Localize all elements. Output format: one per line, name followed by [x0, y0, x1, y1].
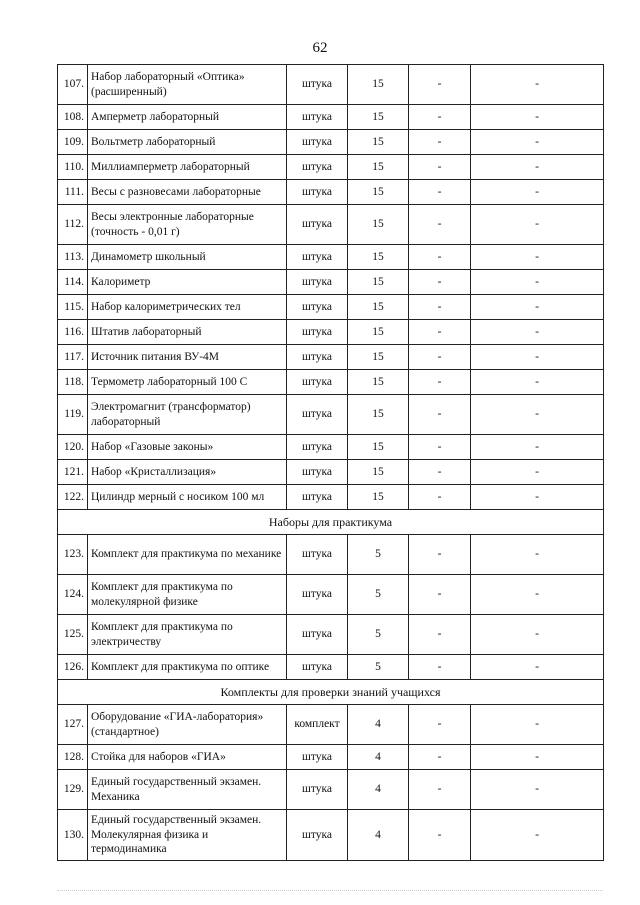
- item-unit: штука: [287, 130, 348, 155]
- item-name: Набор калориметрических тел: [88, 295, 287, 320]
- item-name: Комплект для практикума по электричеству: [88, 615, 287, 655]
- row-number: 108.: [58, 105, 88, 130]
- item-unit: штука: [287, 435, 348, 460]
- item-quantity: 5: [348, 615, 409, 655]
- dash-cell: -: [409, 770, 471, 810]
- table-row: [58, 370, 604, 395]
- dash-cell: -: [409, 320, 471, 345]
- table-row: [58, 345, 604, 370]
- dash-cell: -: [471, 615, 604, 655]
- dash-cell: -: [409, 485, 471, 510]
- item-name: Комплект для практикума по молекулярной физике: [88, 575, 287, 615]
- row-number: 125.: [58, 615, 88, 655]
- item-unit: штука: [287, 345, 348, 370]
- table-row: [58, 205, 604, 245]
- item-quantity: 4: [348, 705, 409, 745]
- table-row: [58, 705, 604, 745]
- dash-cell: -: [471, 370, 604, 395]
- item-name: Единый государственный экзамен. Механика: [88, 770, 287, 810]
- item-name: Комплект для практикума по оптике: [88, 655, 287, 680]
- item-name: Цилиндр мерный с носиком 100 мл: [88, 485, 287, 510]
- dash-cell: -: [471, 745, 604, 770]
- dash-cell: -: [471, 130, 604, 155]
- item-name: Амперметр лабораторный: [88, 105, 287, 130]
- table-row: [58, 180, 604, 205]
- item-unit: штука: [287, 155, 348, 180]
- row-number: 130.: [58, 810, 88, 861]
- item-name: Стойка для наборов «ГИА»: [88, 745, 287, 770]
- row-number: 116.: [58, 320, 88, 345]
- row-number: 126.: [58, 655, 88, 680]
- dash-cell: -: [471, 810, 604, 861]
- item-unit: штука: [287, 535, 348, 575]
- item-quantity: 5: [348, 535, 409, 575]
- item-unit: штука: [287, 270, 348, 295]
- item-unit: штука: [287, 180, 348, 205]
- item-quantity: 15: [348, 270, 409, 295]
- row-number: 123.: [58, 535, 88, 575]
- row-number: 117.: [58, 345, 88, 370]
- item-quantity: 15: [348, 65, 409, 105]
- table-row: [58, 270, 604, 295]
- table-row: [58, 395, 604, 435]
- table-row: [58, 435, 604, 460]
- row-number: 111.: [58, 180, 88, 205]
- item-unit: комплект: [287, 705, 348, 745]
- table-row: [58, 245, 604, 270]
- dash-cell: -: [471, 205, 604, 245]
- item-unit: штука: [287, 745, 348, 770]
- item-unit: штука: [287, 615, 348, 655]
- item-quantity: 15: [348, 155, 409, 180]
- item-unit: штука: [287, 65, 348, 105]
- item-unit: штука: [287, 655, 348, 680]
- table-row: [58, 535, 604, 575]
- item-unit: штука: [287, 320, 348, 345]
- section-heading: Комплекты для проверки знаний учащихся: [58, 680, 604, 705]
- row-number: 110.: [58, 155, 88, 180]
- dash-cell: -: [471, 320, 604, 345]
- item-quantity: 15: [348, 320, 409, 345]
- dash-cell: -: [471, 105, 604, 130]
- item-unit: штука: [287, 810, 348, 861]
- row-number: 115.: [58, 295, 88, 320]
- section-row: [58, 680, 604, 705]
- row-number: 112.: [58, 205, 88, 245]
- item-quantity: 15: [348, 370, 409, 395]
- dash-cell: -: [409, 130, 471, 155]
- item-unit: штука: [287, 370, 348, 395]
- table-row: [58, 460, 604, 485]
- dash-cell: -: [409, 745, 471, 770]
- item-unit: штука: [287, 770, 348, 810]
- table-row: [58, 810, 604, 861]
- dash-cell: -: [409, 705, 471, 745]
- dash-cell: -: [471, 575, 604, 615]
- row-number: 107.: [58, 65, 88, 105]
- bottom-divider: [57, 890, 603, 891]
- dash-cell: -: [409, 810, 471, 861]
- dash-cell: -: [471, 485, 604, 510]
- equipment-table: [57, 64, 604, 861]
- dash-cell: -: [471, 770, 604, 810]
- item-quantity: 4: [348, 770, 409, 810]
- item-name: Калориметр: [88, 270, 287, 295]
- dash-cell: -: [471, 435, 604, 460]
- row-number: 124.: [58, 575, 88, 615]
- item-name: Набор «Кристаллизация»: [88, 460, 287, 485]
- row-number: 118.: [58, 370, 88, 395]
- dash-cell: -: [409, 370, 471, 395]
- dash-cell: -: [409, 270, 471, 295]
- item-name: Набор «Газовые законы»: [88, 435, 287, 460]
- item-quantity: 15: [348, 485, 409, 510]
- dash-cell: -: [409, 65, 471, 105]
- row-number: 114.: [58, 270, 88, 295]
- row-number: 113.: [58, 245, 88, 270]
- dash-cell: -: [409, 345, 471, 370]
- item-quantity: 15: [348, 130, 409, 155]
- row-number: 121.: [58, 460, 88, 485]
- item-unit: штука: [287, 575, 348, 615]
- item-quantity: 15: [348, 205, 409, 245]
- table-row: [58, 155, 604, 180]
- row-number: 128.: [58, 745, 88, 770]
- item-quantity: 4: [348, 810, 409, 861]
- table-row: [58, 770, 604, 810]
- dash-cell: -: [409, 245, 471, 270]
- table-row: [58, 65, 604, 105]
- item-unit: штука: [287, 295, 348, 320]
- item-name: Оборудование «ГИА-лаборатория» (стандартное): [88, 705, 287, 745]
- dash-cell: -: [409, 205, 471, 245]
- item-quantity: 5: [348, 575, 409, 615]
- table-row: [58, 485, 604, 510]
- dash-cell: -: [471, 270, 604, 295]
- dash-cell: -: [471, 655, 604, 680]
- dash-cell: -: [409, 295, 471, 320]
- table-row: [58, 745, 604, 770]
- dash-cell: -: [409, 460, 471, 485]
- row-number: 120.: [58, 435, 88, 460]
- item-name: Миллиамперметр лабораторный: [88, 155, 287, 180]
- item-name: Вольтметр лабораторный: [88, 130, 287, 155]
- item-quantity: 15: [348, 105, 409, 130]
- dash-cell: -: [409, 615, 471, 655]
- item-unit: штука: [287, 485, 348, 510]
- dash-cell: -: [409, 435, 471, 460]
- page-number: 62: [312, 40, 328, 56]
- item-name: Единый государственный экзамен. Молекулярная физика и термодинамика: [88, 810, 287, 861]
- dash-cell: -: [471, 535, 604, 575]
- item-name: Набор лабораторный «Оптика» (расширенный): [88, 65, 287, 105]
- item-quantity: 15: [348, 180, 409, 205]
- item-name: Штатив лабораторный: [88, 320, 287, 345]
- dash-cell: -: [471, 180, 604, 205]
- dash-cell: -: [409, 155, 471, 180]
- item-unit: штука: [287, 245, 348, 270]
- item-unit: штука: [287, 205, 348, 245]
- dash-cell: -: [409, 105, 471, 130]
- item-name: Источник питания ВУ-4М: [88, 345, 287, 370]
- table-row: [58, 615, 604, 655]
- dash-cell: -: [471, 460, 604, 485]
- row-number: 127.: [58, 705, 88, 745]
- item-quantity: 5: [348, 655, 409, 680]
- item-quantity: 15: [348, 345, 409, 370]
- row-number: 122.: [58, 485, 88, 510]
- table-row: [58, 655, 604, 680]
- table-row: [58, 295, 604, 320]
- row-number: 109.: [58, 130, 88, 155]
- dash-cell: -: [409, 395, 471, 435]
- dash-cell: -: [471, 395, 604, 435]
- item-unit: штука: [287, 105, 348, 130]
- table-row: [58, 320, 604, 345]
- dash-cell: -: [471, 345, 604, 370]
- dash-cell: -: [471, 245, 604, 270]
- item-name: Электромагнит (трансформатор) лабораторный: [88, 395, 287, 435]
- dash-cell: -: [409, 180, 471, 205]
- item-quantity: 4: [348, 745, 409, 770]
- dash-cell: -: [471, 295, 604, 320]
- row-number: 129.: [58, 770, 88, 810]
- table-row: [58, 130, 604, 155]
- dash-cell: -: [471, 65, 604, 105]
- item-unit: штука: [287, 460, 348, 485]
- table-row: [58, 105, 604, 130]
- item-quantity: 15: [348, 435, 409, 460]
- dash-cell: -: [471, 705, 604, 745]
- item-name: Комплект для практикума по механике: [88, 535, 287, 575]
- item-quantity: 15: [348, 295, 409, 320]
- dash-cell: -: [409, 655, 471, 680]
- item-quantity: 15: [348, 245, 409, 270]
- dash-cell: -: [409, 535, 471, 575]
- item-unit: штука: [287, 395, 348, 435]
- item-quantity: 15: [348, 395, 409, 435]
- dash-cell: -: [471, 155, 604, 180]
- item-name: Весы с разновесами лабораторные: [88, 180, 287, 205]
- item-quantity: 15: [348, 460, 409, 485]
- section-heading: Наборы для практикума: [58, 510, 604, 535]
- section-row: [58, 510, 604, 535]
- dash-cell: -: [409, 575, 471, 615]
- table-row: [58, 575, 604, 615]
- item-name: Динамометр школьный: [88, 245, 287, 270]
- row-number: 119.: [58, 395, 88, 435]
- item-name: Весы электронные лабораторные (точность - 0,01 г): [88, 205, 287, 245]
- item-name: Термометр лабораторный 100 С: [88, 370, 287, 395]
